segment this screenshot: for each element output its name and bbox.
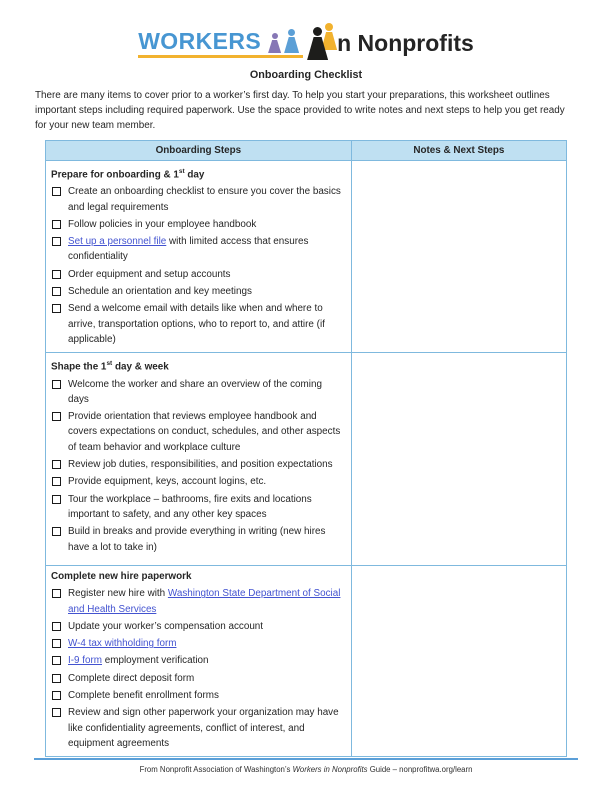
person-black-icon [307, 27, 328, 60]
hyperlink[interactable]: W-4 tax withholding form [68, 638, 177, 650]
item-text: Complete benefit enrollment forms [68, 690, 219, 702]
checkbox-icon[interactable] [52, 220, 61, 229]
table-body [46, 160, 566, 756]
column-header-steps: Onboarding Steps [46, 141, 352, 160]
checkbox-icon[interactable] [52, 477, 61, 486]
checklist-item [51, 217, 344, 232]
checkbox-icon[interactable] [52, 622, 61, 631]
checklist-item [51, 234, 344, 265]
item-text: Register new hire with Washington State Department of Social and Health Services [68, 588, 341, 615]
checkbox-icon[interactable] [52, 237, 61, 246]
checkbox-icon[interactable] [52, 495, 61, 504]
person-blue-icon [284, 29, 299, 53]
checklist-item [51, 636, 344, 651]
item-text: Update your worker’s compensation account [68, 620, 264, 632]
logo-workers-text: WORKERS [138, 28, 262, 54]
item-text: Review and sign other paperwork your organization may have like confidentiality agreements, conflict of interest, and equipment agreements [68, 707, 339, 749]
checkbox-icon[interactable] [52, 380, 61, 389]
person-purple-icon [268, 33, 281, 53]
checklist-item [51, 284, 344, 299]
column-header-notes: Notes & Next Steps [413, 145, 505, 156]
item-text: Complete direct deposit form [68, 672, 195, 684]
table-header-row [46, 141, 566, 160]
checklist-item [51, 586, 344, 617]
item-text: Provide equipment, keys, account logins, etc. [68, 476, 267, 488]
checklist-item [51, 409, 344, 455]
checklist-item [51, 492, 344, 523]
checkbox-icon[interactable] [52, 691, 61, 700]
checklist-item [51, 377, 344, 408]
checkbox-icon[interactable] [52, 708, 61, 717]
item-text: Welcome the worker and share an overview of the coming days [68, 378, 322, 405]
checklist-item [51, 671, 344, 686]
checklist-item [51, 688, 344, 703]
logo-underline [138, 29, 303, 58]
checkbox-icon[interactable] [52, 656, 61, 665]
item-text: Tour the workplace – bathrooms, fire exits and locations important to safety, and any other key spaces [68, 493, 312, 520]
checkbox-icon[interactable] [52, 460, 61, 469]
item-text: Send a welcome email with details like when and where to arrive, transportation options, who to report to, and attire (if applicable) [68, 303, 325, 345]
checkbox-icon[interactable] [52, 589, 61, 598]
item-text: Order equipment and setup accounts [68, 268, 231, 280]
notes-cell[interactable] [352, 353, 566, 565]
steps-cell [46, 161, 352, 352]
item-text: Set up a personnel file with limited access that ensures confidentiality [68, 236, 309, 263]
checklist-item [51, 705, 344, 751]
page-footer [34, 758, 578, 774]
table-section-row [46, 565, 566, 756]
checklist-item [51, 619, 344, 634]
hyperlink[interactable]: I-9 form [68, 655, 103, 667]
item-text [68, 636, 344, 651]
checklist-item [51, 184, 344, 215]
checklist-item [51, 524, 344, 555]
checkbox-icon[interactable] [52, 412, 61, 421]
footer-text: From Nonprofit Association of Washington’s Workers in Nonprofits Guide – nonprofitwa.org/learn [139, 765, 473, 774]
superscript: st [178, 168, 185, 175]
steps-cell [46, 353, 352, 565]
section-title: Prepare for onboarding & 1st day [51, 168, 205, 181]
checklist-item [51, 474, 344, 489]
checklist-item [51, 267, 344, 282]
item-text: Review job duties, responsibilities, and position expectations [68, 459, 333, 471]
item-text: Create an onboarding checklist to ensure you cover the basics and legal requirements [68, 186, 341, 213]
item-text: I-9 form employment verification [68, 655, 209, 667]
hyperlink[interactable]: Set up a personnel file [68, 236, 167, 248]
hyperlink[interactable]: Washington State Department of Social and Health Services [68, 588, 341, 615]
superscript: st [106, 360, 113, 368]
checklist-item [51, 457, 344, 472]
page-title: Onboarding Checklist [249, 69, 363, 81]
checkbox-icon[interactable] [52, 639, 61, 648]
intro-paragraph: There are many items to cover prior to a worker’s first day. To help you start your preparations, this worksheet outlines important steps including required paperwork. Use the space provided to write notes and next steps to help you get ready for your new team member. [35, 90, 565, 131]
notes-cell[interactable] [352, 161, 566, 352]
item-text: Schedule an orientation and key meetings [68, 286, 252, 298]
italic-text: Workers in Nonprofits [292, 765, 368, 774]
table-section-row [46, 352, 566, 565]
table-section-row [46, 160, 566, 352]
checklist-item [51, 301, 344, 347]
checkbox-icon[interactable] [52, 270, 61, 279]
logo [0, 0, 612, 58]
checklist-item [51, 653, 344, 668]
checkbox-icon[interactable] [52, 287, 61, 296]
item-text: Follow policies in your employee handbook [68, 218, 257, 230]
checkbox-icon[interactable] [52, 304, 61, 313]
logo-nonprofits-text: n Nonprofits [337, 30, 474, 56]
item-text: Provide orientation that reviews employee handbook and covers expectations on conduct, schedules, and other aspects of team behavior and workplace culture [68, 411, 341, 453]
steps-cell [46, 566, 352, 756]
notes-cell[interactable] [352, 566, 566, 756]
section-title: Complete new hire paperwork [51, 571, 192, 583]
item-text: Build in breaks and provide everything in writing (new hires have a lot to take in) [68, 526, 326, 553]
section-title: Shape the 1st day & week [51, 360, 169, 373]
checkbox-icon[interactable] [52, 187, 61, 196]
onboarding-table [45, 140, 567, 757]
checkbox-icon[interactable] [52, 527, 61, 536]
footer-rule [34, 758, 578, 760]
checkbox-icon[interactable] [52, 674, 61, 683]
